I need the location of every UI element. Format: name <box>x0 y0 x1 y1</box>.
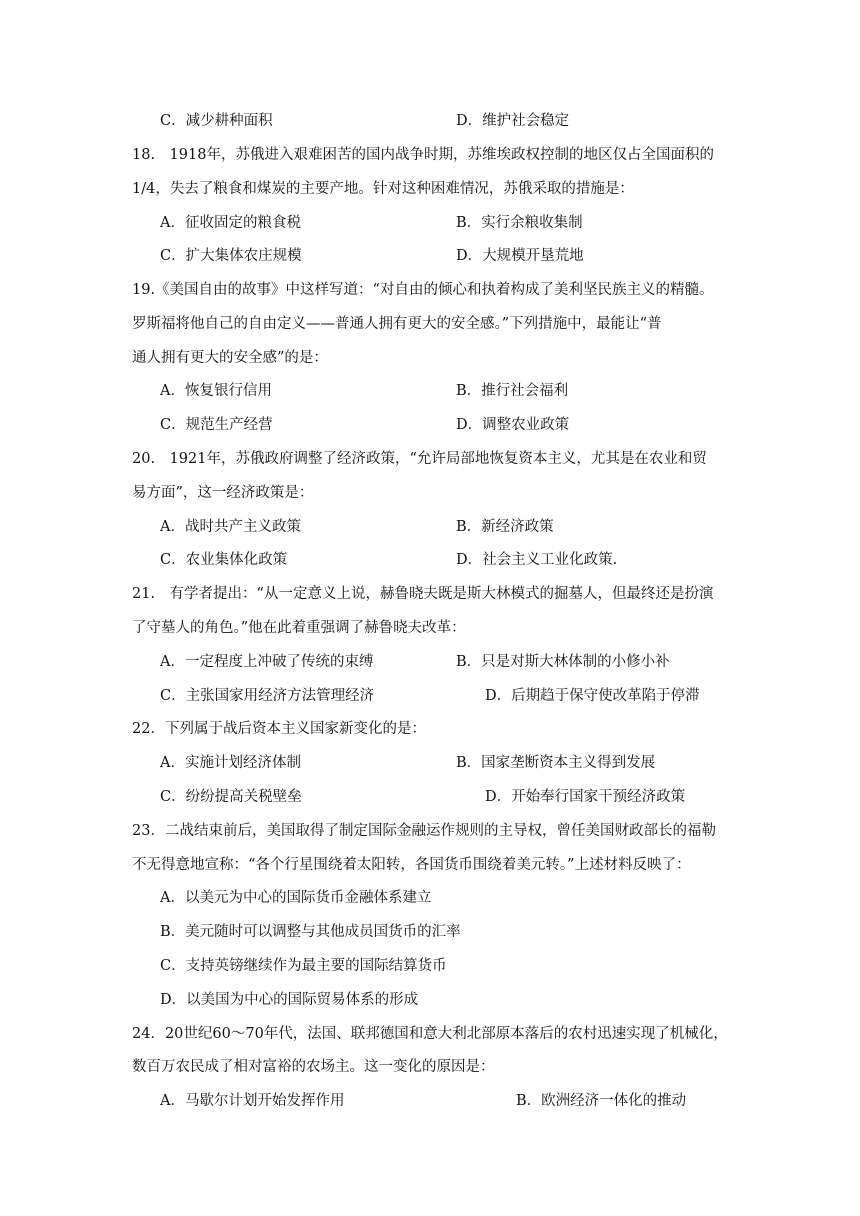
option-19-a: A．恢复银行信用 <box>160 383 272 399</box>
option-17-c: C．减少耕种面积 <box>160 113 273 129</box>
option-20-c: C．农业集体化政策 <box>160 552 288 568</box>
option-23-c: C．支持英镑继续作为最主要的国际结算货币 <box>160 958 447 974</box>
option-20-d: D．社会主义工业化政策. <box>456 552 618 568</box>
option-19-b: B．推行社会福利 <box>456 383 569 399</box>
option-21-c: C．主张国家用经济方法管理经济 <box>160 688 375 704</box>
option-17-d: D．维护社会稳定 <box>456 113 570 129</box>
option-24-a: A．马歇尔计划开始发挥作用 <box>160 1093 345 1109</box>
question-24-line-1: 24．20世纪60～70年代，法国、联邦德国和意大利北部原本落后的农村迅速实现了机械化， <box>132 1026 728 1042</box>
option-21-d: D．后期趋于保守使改革陷于停滞 <box>485 688 700 704</box>
option-18-d: D．大规模开垦荒地 <box>456 248 584 264</box>
option-18-c: C．扩大集体农庄规模 <box>160 248 302 264</box>
option-21-a: A．一定程度上冲破了传统的束缚 <box>160 654 374 670</box>
question-23-line-2: 不无得意地宣称：“各个行星围绕着太阳转，各国货币围绕着美元转。”上述材料反映了： <box>132 857 691 873</box>
question-18-line-2: 1/4，失去了粮食和煤炭的主要产地。针对这种困难情况，苏俄采取的措施是： <box>132 181 634 197</box>
option-23-d: D．以美国为中心的国际贸易体系的形成 <box>160 992 419 1008</box>
option-19-d: D．调整农业政策 <box>456 417 570 433</box>
option-18-a: A．征收固定的粮食税 <box>160 215 301 231</box>
question-19-line-3: 通人拥有更大的安全感”的是： <box>132 350 328 366</box>
question-20-line-1: 20. 1921年，苏俄政府调整了经济政策，“允许局部地恢复资本主义，尤其是在农业和贸 <box>132 451 707 467</box>
option-22-b: B．国家垄断资本主义得到发展 <box>456 755 656 771</box>
option-20-a: A．战时共产主义政策 <box>160 519 301 535</box>
question-21-line-1: 21. 有学者提出：“从一定意义上说，赫鲁晓夫既是斯大林模式的掘墓人，但最终还是扮演 <box>132 586 714 602</box>
question-22-line-1: 22．下列属于战后资本主义国家新变化的是： <box>132 721 426 737</box>
question-19-line-2: 罗斯福将他自己的自由定义——普通人拥有更大的安全感。”下列措施中，最能让“普 <box>132 316 662 332</box>
option-19-c: C．规范生产经营 <box>160 417 273 433</box>
question-18-line-1: 18. 1918年，苏俄进入艰难困苦的国内战争时期，苏维埃政权控制的地区仅占全国面积的 <box>132 147 714 163</box>
option-24-b: B．欧洲经济一体化的推动 <box>516 1093 687 1109</box>
option-20-b: B．新经济政策 <box>456 519 554 535</box>
question-23-line-1: 23．二战结束前后，美国取得了制定国际金融运作规则的主导权，曾任美国财政部长的福勒 <box>132 823 716 839</box>
question-20-line-2: 易方面”，这一经济政策是： <box>132 485 314 501</box>
question-21-line-2: 了守墓人的角色。”他在此着重强调了赫鲁晓夫改革： <box>132 620 466 636</box>
question-24-line-2: 数百万农民成了相对富裕的农场主。这一变化的原因是： <box>132 1059 495 1075</box>
question-19-line-1: 19.《美国自由的故事》中这样写道：“对自由的倾心和执着构成了美利坚民族主义的精髓。 <box>132 282 714 298</box>
option-21-b: B．只是对斯大林体制的小修小补 <box>456 654 670 670</box>
option-22-a: A．实施计划经济体制 <box>160 755 301 771</box>
option-23-b: B．美元随时可以调整与其他成员国货币的汇率 <box>160 924 461 940</box>
option-18-b: B．实行余粮收集制 <box>456 215 583 231</box>
option-23-a: A．以美元为中心的国际货币金融体系建立 <box>160 890 432 906</box>
option-22-d: D．开始奉行国家干预经济政策 <box>485 789 686 805</box>
option-22-c: C．纷纷提高关税壁垒 <box>160 789 302 805</box>
